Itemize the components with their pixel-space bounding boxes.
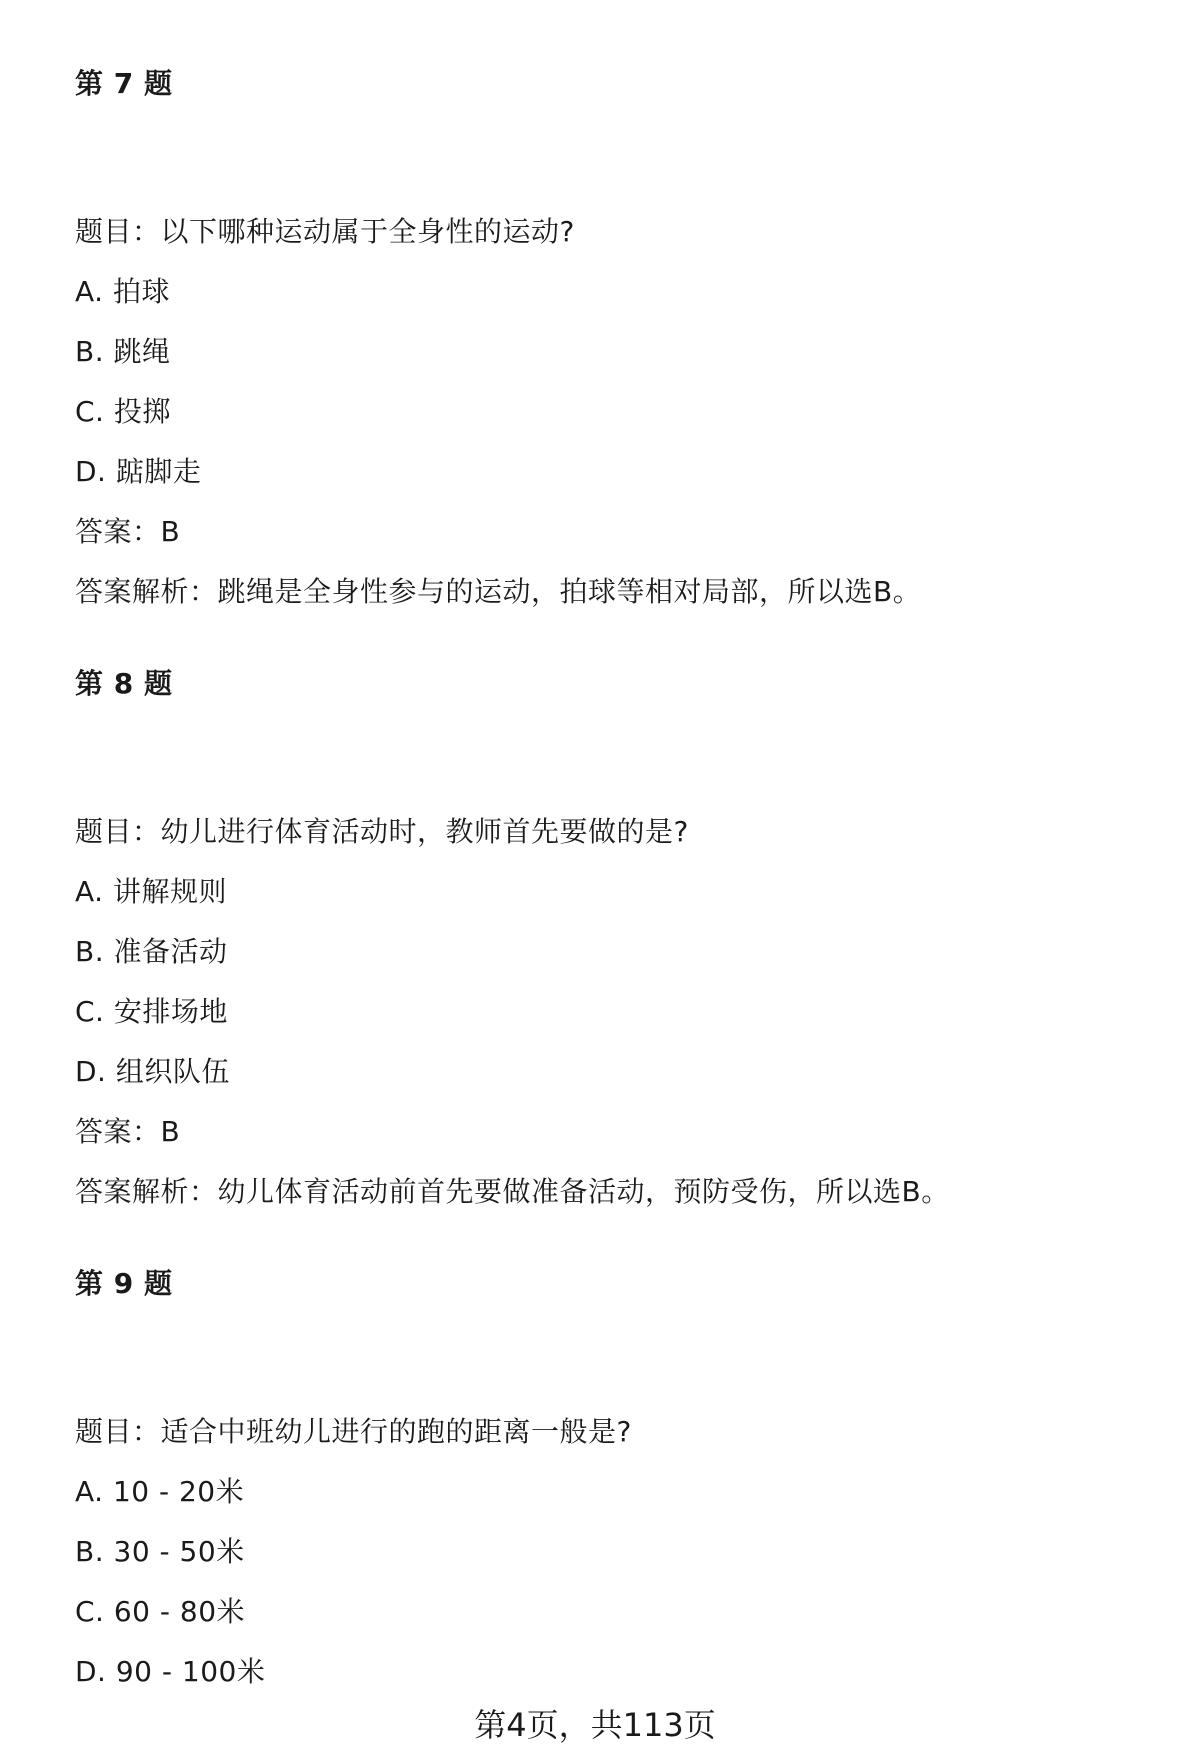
question-8-option-c: C. 安排场地	[75, 995, 228, 1028]
question-8-option-a: A. 讲解规则	[75, 875, 227, 908]
question-9-text: 题目：适合中班幼儿进行的跑的距离一般是?	[75, 1415, 632, 1448]
question-7-option-b: B. 跳绳	[75, 335, 171, 368]
question-8-option-b: B. 准备活动	[75, 935, 228, 968]
question-7-option-c: C. 投掷	[75, 395, 171, 428]
question-8-answer: 答案：B	[75, 1115, 181, 1148]
question-7-heading: 第 7 题	[75, 67, 173, 100]
question-7-answer: 答案：B	[75, 515, 181, 548]
question-8-analysis: 答案解析：幼儿体育活动前首先要做准备活动，预防受伤，所以选B。	[75, 1175, 950, 1208]
question-7-text: 题目：以下哪种运动属于全身性的运动?	[75, 215, 575, 248]
page-number-footer: 第4页，共113页	[474, 1706, 716, 1744]
question-7-option-d: D. 踮脚走	[75, 455, 202, 488]
question-7-analysis: 答案解析：跳绳是全身性参与的运动，拍球等相对局部，所以选B。	[75, 575, 922, 608]
question-8-heading: 第 8 题	[75, 667, 173, 700]
question-9-option-a: A. 10 - 20米	[75, 1475, 245, 1508]
question-9-option-b: B. 30 - 50米	[75, 1535, 245, 1568]
question-8-option-d: D. 组织队伍	[75, 1055, 230, 1088]
question-9-heading: 第 9 题	[75, 1267, 173, 1300]
question-8-text: 题目：幼儿进行体育活动时，教师首先要做的是?	[75, 815, 689, 848]
question-7-option-a: A. 拍球	[75, 275, 170, 308]
question-9-option-d: D. 90 - 100米	[75, 1655, 266, 1688]
question-9-option-c: C. 60 - 80米	[75, 1595, 246, 1628]
